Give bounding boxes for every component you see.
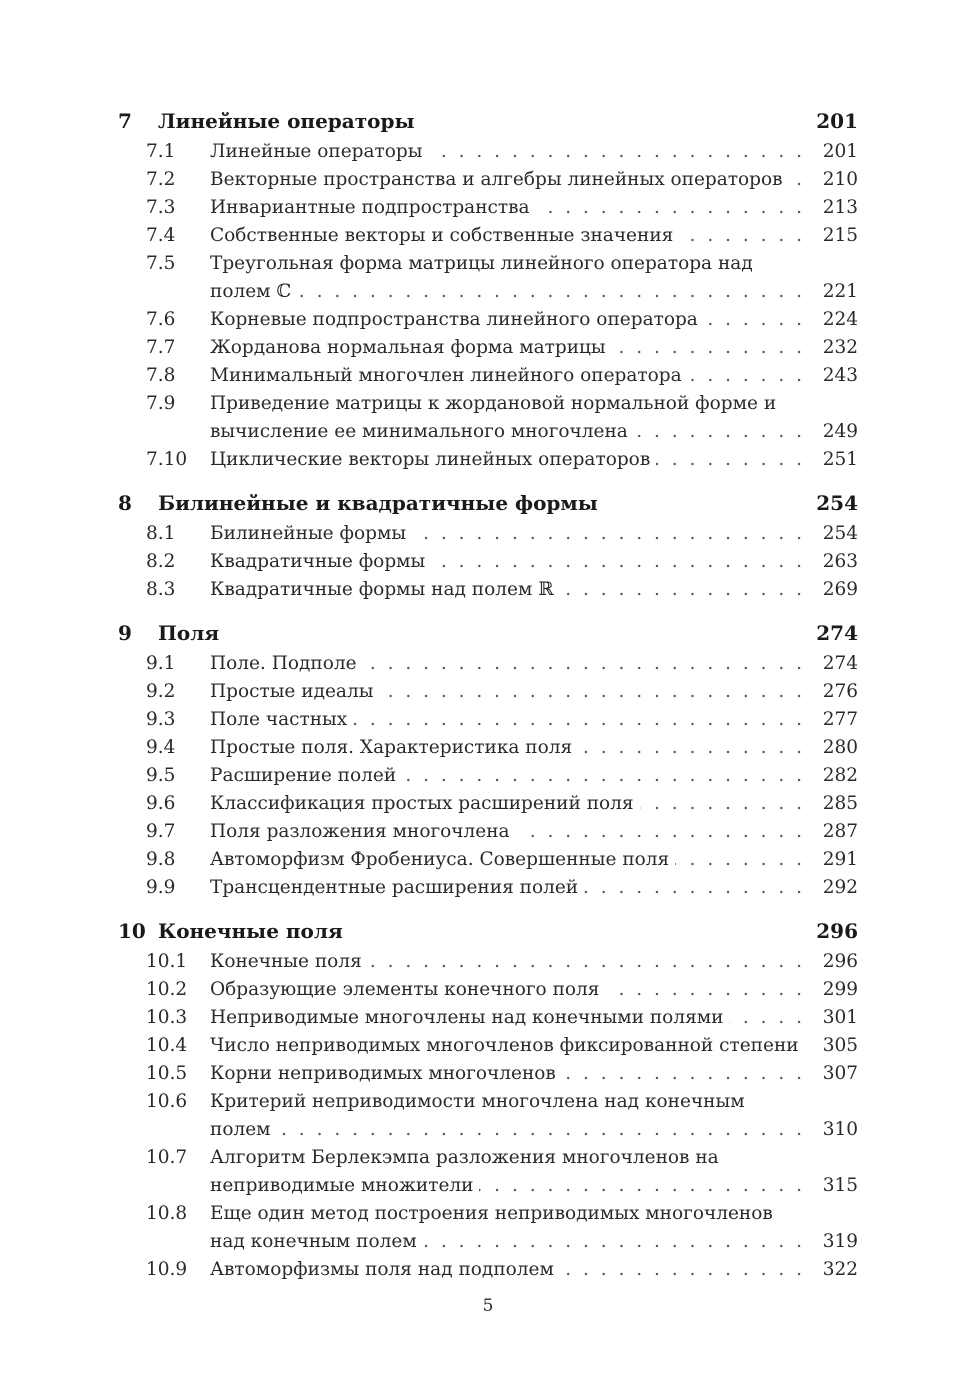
chapter-entry[interactable] <box>118 486 858 520</box>
section-entry[interactable] <box>118 818 858 846</box>
section-page: 224 <box>822 309 858 330</box>
section-number: 7.3 <box>146 197 176 218</box>
section-number: 7.9 <box>146 393 176 414</box>
section-number: 7.1 <box>146 141 176 162</box>
section-number: 10.6 <box>146 1091 188 1112</box>
section-page: 215 <box>822 225 858 246</box>
section-title-text: Конечные поля <box>210 951 368 972</box>
section-number: 8.1 <box>146 523 176 544</box>
section-entry[interactable] <box>118 790 858 818</box>
section-title <box>210 1256 812 1284</box>
section-page: 315 <box>822 1175 858 1196</box>
section-title-text: Инвариантные подпространства <box>210 197 536 218</box>
section-entry[interactable] <box>118 762 858 790</box>
section-title-text: Поле частных <box>210 709 353 730</box>
section-entry[interactable] <box>118 734 858 762</box>
section-title-text: Корневые подпространства линейного оператора <box>210 309 704 330</box>
section-number: 10.2 <box>146 979 188 1000</box>
section-number: 7.5 <box>146 253 176 274</box>
section-entry[interactable] <box>118 390 858 446</box>
section-entry[interactable] <box>118 138 858 166</box>
section-title <box>210 846 812 874</box>
section-title <box>210 762 812 790</box>
section-number: 9.5 <box>146 765 176 786</box>
section-title <box>210 1032 812 1060</box>
section-title-text: Треугольная форма матрицы линейного оператора над полем ℂ <box>210 253 753 302</box>
section-page: 210 <box>822 169 858 190</box>
section-number: 7.2 <box>146 169 176 190</box>
chapter-title: Поля <box>158 621 220 645</box>
section-entry[interactable] <box>118 362 858 390</box>
section-entry[interactable] <box>118 1256 858 1284</box>
section-page: 307 <box>822 1063 858 1084</box>
section-title <box>210 362 812 390</box>
section-entry[interactable] <box>118 194 858 222</box>
section-number: 9.1 <box>146 653 176 674</box>
section-title-text: Критерий неприводимости многочлена над конечным полем <box>210 1091 745 1140</box>
chapter-title: Конечные поля <box>158 919 343 943</box>
section-page: 221 <box>822 281 858 302</box>
section-title <box>210 1060 812 1088</box>
section-title-text: Корни неприводимых многочленов <box>210 1063 562 1084</box>
section-title <box>210 818 812 846</box>
section-number: 7.4 <box>146 225 176 246</box>
section-page: 263 <box>822 551 858 572</box>
chapter-entry[interactable] <box>118 616 858 650</box>
section-entry[interactable] <box>118 576 858 604</box>
section-page: 296 <box>822 951 858 972</box>
section-number: 10.9 <box>146 1259 188 1280</box>
section-number: 9.9 <box>146 877 176 898</box>
section-title-text: Поле. Подполе <box>210 653 363 674</box>
section-title-text: Циклические векторы линейных операторов <box>210 449 656 470</box>
section-page: 251 <box>822 449 858 470</box>
chapter-title: Линейные операторы <box>158 109 415 133</box>
section-page: 277 <box>822 709 858 730</box>
chapter-page: 274 <box>816 621 858 645</box>
section-entry[interactable] <box>118 166 858 194</box>
section-entry[interactable] <box>118 1060 858 1088</box>
section-entry[interactable] <box>118 1200 858 1256</box>
chapter-number: 9 <box>118 621 132 645</box>
section-entry[interactable] <box>118 976 858 1004</box>
section-page: 269 <box>822 579 858 600</box>
section-number: 7.7 <box>146 337 176 358</box>
section-title-text: Число неприводимых многочленов фиксированной степени <box>210 1035 805 1056</box>
section-page: 319 <box>822 1231 858 1252</box>
section-entry[interactable] <box>118 948 858 976</box>
section-entry[interactable] <box>118 520 858 548</box>
chapter-number: 7 <box>118 109 132 133</box>
section-page: 287 <box>822 821 858 842</box>
section-entry[interactable] <box>118 706 858 734</box>
section-title-text: Расширение полей <box>210 765 402 786</box>
section-title <box>210 446 812 474</box>
section-title <box>210 250 812 306</box>
section-number: 9.2 <box>146 681 176 702</box>
section-entry[interactable] <box>118 874 858 902</box>
section-title <box>210 650 812 678</box>
section-page: 322 <box>822 1259 858 1280</box>
section-title <box>210 1088 812 1144</box>
section-entry[interactable] <box>118 1004 858 1032</box>
section-entry[interactable] <box>118 250 858 306</box>
section-number: 10.5 <box>146 1063 188 1084</box>
section-title <box>210 1144 812 1200</box>
section-number: 10.8 <box>146 1203 188 1224</box>
section-page: 254 <box>822 523 858 544</box>
section-title <box>210 1200 812 1256</box>
section-title <box>210 306 812 334</box>
section-title <box>210 1004 812 1032</box>
section-entry[interactable] <box>118 1088 858 1144</box>
section-page: 299 <box>822 979 858 1000</box>
section-title-text: Простые поля. Характеристика поля <box>210 737 578 758</box>
section-page: 305 <box>822 1035 858 1056</box>
section-entry[interactable] <box>118 306 858 334</box>
section-title-text: Жорданова нормальная форма матрицы <box>210 337 612 358</box>
section-title-text: Минимальный многочлен линейного оператора <box>210 365 688 386</box>
section-title <box>210 548 812 576</box>
section-page: 274 <box>822 653 858 674</box>
section-entry[interactable] <box>118 678 858 706</box>
section-title <box>210 790 812 818</box>
section-entry[interactable] <box>118 222 858 250</box>
section-number: 7.6 <box>146 309 176 330</box>
section-page: 292 <box>822 877 858 898</box>
section-title-text: Квадратичные формы над полем ℝ <box>210 579 560 600</box>
section-page: 249 <box>822 421 858 442</box>
section-number: 8.2 <box>146 551 176 572</box>
chapter-number: 8 <box>118 491 132 515</box>
section-entry[interactable] <box>118 548 858 576</box>
section-title-text: Еще один метод построения неприводимых многочленов над конечным полем <box>210 1203 773 1252</box>
section-number: 9.8 <box>146 849 176 870</box>
section-title-text: Классификация простых расширений поля <box>210 793 640 814</box>
chapter-page: 201 <box>816 109 858 133</box>
section-number: 10.3 <box>146 1007 188 1028</box>
chapter-page: 254 <box>816 491 858 515</box>
section-title <box>210 520 812 548</box>
section-number: 9.3 <box>146 709 176 730</box>
chapter-entry[interactable] <box>118 104 858 138</box>
page-number: 5 <box>482 1296 494 1316</box>
section-entry[interactable] <box>118 446 858 474</box>
section-number: 7.10 <box>146 449 188 470</box>
section-title <box>210 948 812 976</box>
section-page: 213 <box>822 197 858 218</box>
section-title-text: Собственные векторы и собственные значения <box>210 225 679 246</box>
section-entry[interactable] <box>118 846 858 874</box>
section-page: 201 <box>822 141 858 162</box>
section-page: 282 <box>822 765 858 786</box>
section-page: 243 <box>822 365 858 386</box>
section-number: 7.8 <box>146 365 176 386</box>
section-page: 310 <box>822 1119 858 1140</box>
section-page: 301 <box>822 1007 858 1028</box>
chapter-title: Билинейные и квадратичные формы <box>158 491 598 515</box>
section-title <box>210 194 812 222</box>
section-number: 10.4 <box>146 1035 188 1056</box>
chapter-entry[interactable] <box>118 914 858 948</box>
section-number: 10.1 <box>146 951 188 972</box>
section-number: 10.7 <box>146 1147 188 1168</box>
section-title <box>210 874 812 902</box>
section-title-text: Квадратичные формы <box>210 551 431 572</box>
section-title-text: Неприводимые многочлены над конечными полями <box>210 1007 729 1028</box>
section-page: 285 <box>822 793 858 814</box>
section-entry[interactable] <box>118 1144 858 1200</box>
section-title-text: Линейные операторы <box>210 141 429 162</box>
section-title <box>210 706 812 734</box>
section-title <box>210 734 812 762</box>
section-title-text: Образующие элементы конечного поля <box>210 979 605 1000</box>
section-title-text: Алгоритм Берлекэмпа разложения многочленов на неприводимые множители <box>210 1147 719 1196</box>
section-title-text: Векторные пространства и алгебры линейных операторов <box>210 169 789 190</box>
section-title <box>210 678 812 706</box>
section-title-text: Трансцендентные расширения полей <box>210 877 584 898</box>
section-title-text: Приведение матрицы к жордановой нормальной форме и вычисление ее минимального многочлена <box>210 393 777 442</box>
section-page: 276 <box>822 681 858 702</box>
section-entry[interactable] <box>118 650 858 678</box>
section-title-text: Поля разложения многочлена <box>210 821 516 842</box>
section-title <box>210 166 812 194</box>
section-number: 9.6 <box>146 793 176 814</box>
section-title-text: Билинейные формы <box>210 523 412 544</box>
section-page: 232 <box>822 337 858 358</box>
section-number: 9.4 <box>146 737 176 758</box>
section-title <box>210 222 812 250</box>
section-entry[interactable] <box>118 1032 858 1060</box>
section-title <box>210 976 812 1004</box>
section-title <box>210 334 812 362</box>
section-title <box>210 138 812 166</box>
section-number: 9.7 <box>146 821 176 842</box>
section-page: 280 <box>822 737 858 758</box>
section-title-text: Автоморфизмы поля над подполем <box>210 1259 560 1280</box>
section-title <box>210 390 812 446</box>
table-of-contents <box>118 104 858 1284</box>
section-title-text: Простые идеалы <box>210 681 379 702</box>
section-title <box>210 576 812 604</box>
section-title-text: Автоморфизм Фробениуса. Совершенные поля <box>210 849 675 870</box>
chapter-number: 10 <box>118 919 146 943</box>
chapter-page: 296 <box>816 919 858 943</box>
section-number: 8.3 <box>146 579 176 600</box>
section-entry[interactable] <box>118 334 858 362</box>
section-page: 291 <box>822 849 858 870</box>
